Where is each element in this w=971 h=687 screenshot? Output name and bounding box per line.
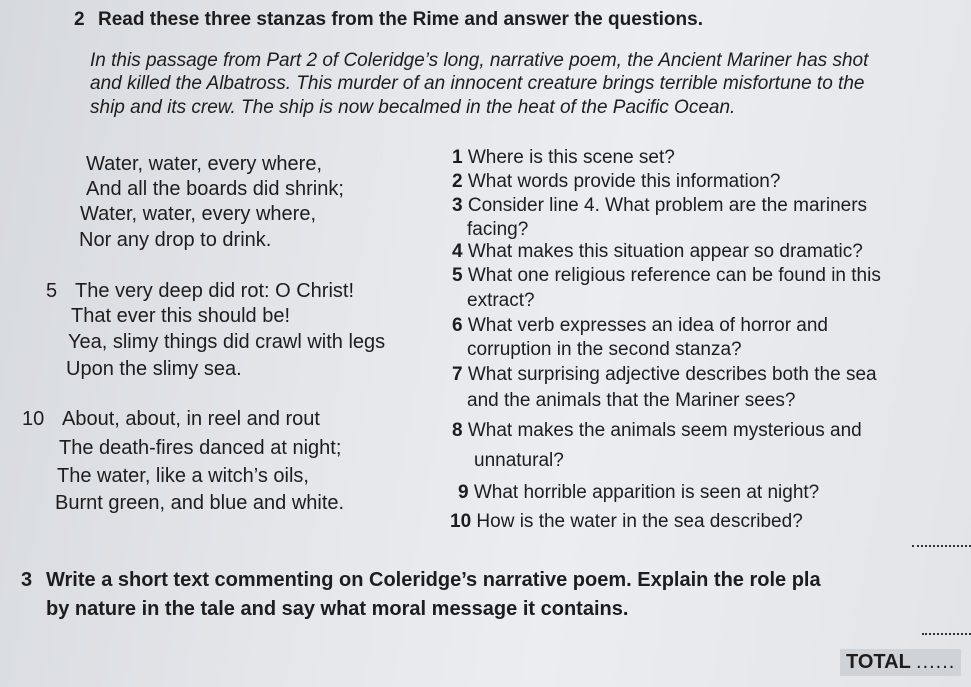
line-number: 5 <box>46 280 58 302</box>
question-item: 1 Where is this scene set? <box>452 147 675 168</box>
line-number: 10 <box>22 408 45 430</box>
question-continuation: and the animals that the Mariner sees? <box>467 390 796 411</box>
intro-line-3: ship and its crew. The ship is now becalmed in the heat of the Pacific Ocean. <box>90 97 736 118</box>
question-item: 2 What words provide this information? <box>452 171 781 192</box>
poem-line: The very deep did rot: O Christ! <box>75 280 355 302</box>
question-item: 8 What makes the animals seem mysterious and <box>452 420 862 441</box>
poem-line: Water, water, every where, <box>80 203 317 225</box>
question-item: 5 What one religious reference can be found in this <box>452 265 881 286</box>
question-item: 9 What horrible apparition is seen at night? <box>458 482 820 503</box>
score-blank-q3 <box>922 633 971 635</box>
poem-line: Upon the slimy sea. <box>66 358 242 380</box>
poem-line: The death-fires danced at night; <box>59 437 342 459</box>
poem-line: The water, like a witch’s oils, <box>57 465 309 487</box>
question-continuation: unnatural? <box>474 450 564 471</box>
question-continuation: facing? <box>467 219 529 240</box>
intro-line-2: and killed the Albatross. This murder of an innocent creature brings terrible misfortune to the <box>90 73 865 94</box>
total-label: TOTAL ...... <box>840 649 961 676</box>
question-3-line-1: Write a short text commenting on Coleridge’s narrative poem. Explain the role pla <box>46 569 821 591</box>
question-item: 4 What makes this situation appear so dramatic? <box>452 241 863 262</box>
poem-line: That ever this should be! <box>71 305 291 327</box>
question-continuation: corruption in the second stanza? <box>467 339 742 360</box>
intro-line-1: In this passage from Part 2 of Coleridge’s long, narrative poem, the Ancient Mariner has shot <box>90 50 869 71</box>
question-item: 10 How is the water in the sea described? <box>450 511 803 532</box>
poem-line: Yea, slimy things did crawl with legs <box>68 331 386 353</box>
total-blank: ...... <box>916 651 956 673</box>
poem-line: Burnt green, and blue and white. <box>55 492 345 514</box>
question-continuation: extract? <box>467 290 535 311</box>
score-blank-q2 <box>912 545 971 547</box>
poem-line: Water, water, every where, <box>86 153 323 175</box>
poem-line: Nor any drop to drink. <box>79 229 272 251</box>
question-2-number: 2 <box>74 9 85 30</box>
question-3-number: 3 <box>21 569 33 591</box>
poem-line: And all the boards did shrink; <box>86 178 344 200</box>
question-item: 3 Consider line 4. What problem are the mariners <box>452 195 868 216</box>
poem-line: About, about, in reel and rout <box>62 408 320 430</box>
question-item: 7 What surprising adjective describes both the sea <box>452 364 877 385</box>
question-item: 6 What verb expresses an idea of horror and <box>452 315 828 336</box>
question-2-heading: Read these three stanzas from the Rime and answer the questions. <box>98 9 703 30</box>
question-3-line-2: by nature in the tale and say what moral message it contains. <box>46 598 629 620</box>
